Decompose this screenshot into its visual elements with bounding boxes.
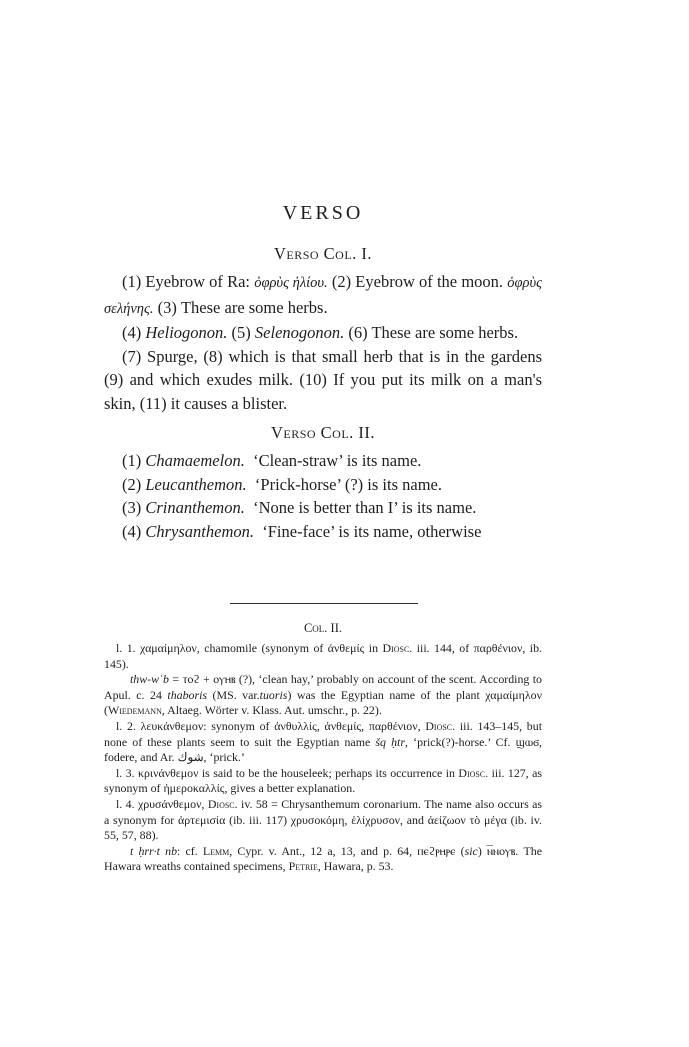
entry-3: (3) Crinanthemon. ‘None is better than I’ is its name. [122, 498, 477, 518]
note-line-4: l. 4. χρυσάνθεμον, Diosc. iv. 58 = Chrysanthemum coronarium. The name also occurs as a synonym for ἀρτεμισία (ib. iii. 117) χρυσοκόμη, ἑλίχρυσον, and ἀείζωον τὸ μέγα (ib. iv. 55, 57, 88). [104, 796, 542, 843]
note-line-5: t ḥrr·t nb: cf. Lemm, Cypr. v. Ant., 12 a, 13, and p. 64, ⲡⲉϩⲣⲏⲣⲉ (sic) ⲛ̅ⲛⲟⲩⲃ. The Hawara wreaths contained specimens, Petrie, Hawara, p. 53. [104, 843, 542, 874]
column-2-heading: Verso Col. II. [270, 423, 376, 442]
paragraph-2: (4) Heliogonon. (5) Selenogonon. (6) These are some herbs. [122, 323, 519, 343]
column-1-text [104, 270, 542, 416]
divider [230, 603, 418, 604]
column-1-heading: Verso Col. I. [273, 244, 373, 263]
column-2-text [104, 449, 542, 543]
notes-heading: Col. II. [303, 621, 343, 635]
entry-2: (2) Leucanthemon. ‘Prick-horse’ (?) is its name. [122, 474, 442, 494]
note-line-1: l. 1. χαμαίμηλον, chamomile (synonym of ἀνθεμίς in Diosc. iii. 144, of παρθένιον, ib. 145). [104, 641, 542, 671]
entry-1: (1) Chamaemelon. ‘Clean-straw’ is its name. [122, 451, 422, 470]
note-line-3: l. 3. κρινάνθεμον is said to be the houseleek; perhaps its occurrence in Diosc. iii. 127, as synonym of ἡμεροκαλλίς, gives a better explanation. [104, 765, 542, 796]
paragraph-1: (1) Eyebrow of Ra: ὀφρὺς ἡλίου. (2) Eyebrow of the moon. ὀφρὺς σελήνης. (3) These are some herbs. [104, 272, 542, 317]
note-line-1-cont: thw-wʿb = ⲧⲟϩ + ⲟⲩⲏⲃ (?), ‘clean hay,’ probably on account of the scent. According to Apul. c. 24 thaboris (MS. var.tuoris) was the Egyptian name of the plant χαμαίμηλον (Wiedemann, Altaeg. Wörter v. Klass. Aut. umschr., p. 22). [104, 672, 542, 718]
note-line-2: l. 2. λευκάνθεμον: synonym of ἀνθυλλίς, ἀνθεμίς, παρθένιον, Diosc. iii. 143–145, but none of these plants seem to suit the Egyptian name šq ḥtr, ‘prick(?)-horse.’ Cf. ϣⲱϭ, fodere, and Ar. شوك, ‘prick.’ [104, 718, 542, 765]
page-title: VERSO [282, 202, 364, 224]
entry-4: (4) Chrysanthemon. ‘Fine-face’ is its name, otherwise [122, 521, 482, 541]
paragraph-3: (7) Spurge, (8) which is that small herb that is in the gardens (9) and which exudes milk. (10) If you put its milk on a man's skin, (11) it causes a blister. [104, 346, 542, 413]
footnotes [104, 641, 542, 875]
